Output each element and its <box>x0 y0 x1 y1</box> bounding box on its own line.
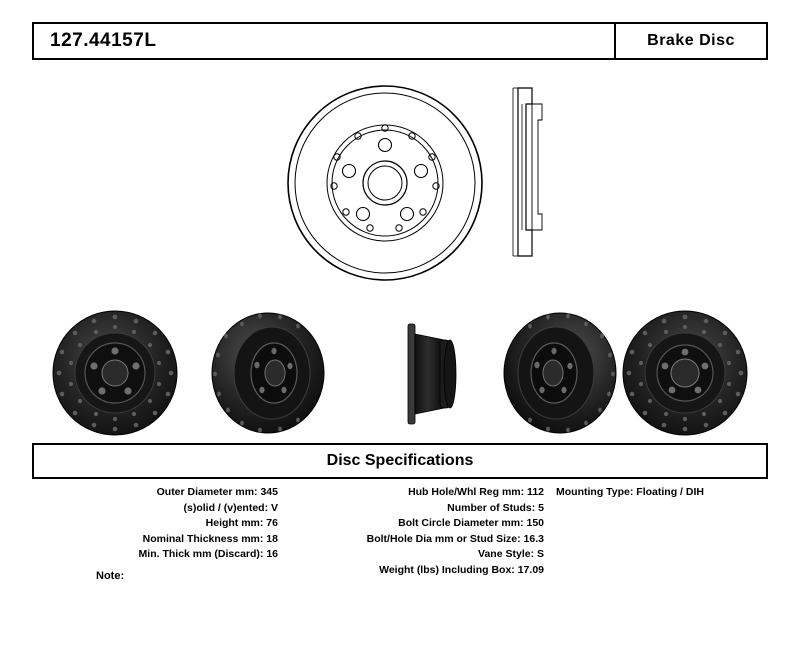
drilled-slotted-rotor-front-photo <box>50 308 180 438</box>
rotor-edge-profile-photo <box>400 320 466 428</box>
spec-row: Min. Thick mm (Discard): 16 <box>138 548 278 560</box>
note-label: Note: <box>96 570 125 582</box>
spec-row: Height mm: 76 <box>205 517 278 529</box>
brake-disc-face-drawing <box>280 78 490 288</box>
note-section <box>32 570 768 582</box>
rotor-hat-inner-photo <box>494 310 624 436</box>
spec-row: Hub Hole/Whl Reg mm: 112 <box>408 486 544 498</box>
disc-specifications-panel <box>32 443 768 479</box>
brake-disc-cross-section-drawing <box>482 80 572 270</box>
spec-column-2 <box>284 485 550 578</box>
drilled-slotted-rotor-rear-photo <box>620 308 750 438</box>
spec-row: (s)olid / (v)ented: V <box>183 501 278 514</box>
spec-body <box>32 485 768 578</box>
spec-row: Weight (lbs) Including Box: 17.09 <box>379 563 544 576</box>
header-part-number-cell <box>34 24 614 58</box>
spec-row: Nominal Thickness mm: 18 <box>142 532 278 545</box>
rotor-hat-angle-photo <box>204 310 334 436</box>
page-title: 127.44157L <box>50 30 157 51</box>
spec-column-3 <box>550 485 768 578</box>
header-bar <box>32 22 768 60</box>
spec-column-1 <box>32 485 284 578</box>
document-type-label: Brake Disc <box>647 32 735 49</box>
spec-row: Number of Studs: 5 <box>447 501 544 514</box>
drawing-area <box>32 70 768 440</box>
spec-row: Vane Style: S <box>478 548 544 560</box>
spec-row: Outer Diameter mm: 345 <box>156 486 278 498</box>
spec-row: Bolt/Hole Dia mm or Stud Size: 16.3 <box>366 532 544 545</box>
spec-panel-title: Disc Specifications <box>326 452 474 469</box>
spec-row: Mounting Type: Floating / DIH <box>556 486 704 498</box>
header-title-cell <box>614 24 766 58</box>
spec-row: Bolt Circle Diameter mm: 150 <box>398 517 544 529</box>
